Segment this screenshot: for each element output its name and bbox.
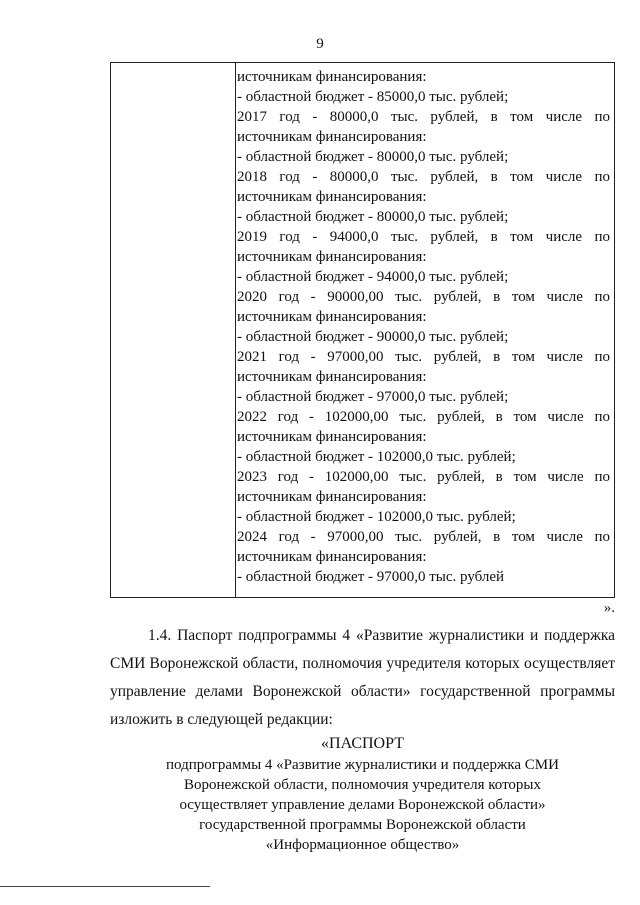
passport-title: «ПАСПОРТ xyxy=(321,735,404,752)
passport-line: Воронежской области, полномочия учредителя которых xyxy=(183,777,542,793)
table-line: - областной бюджет - 80000,0 тыс. рублей; xyxy=(237,209,509,225)
table-line: источникам финансирования: xyxy=(237,189,427,205)
table-line: - областной бюджет - 94000,0 тыс. рублей; xyxy=(237,269,509,285)
passport-line: государственной программы Воронежской области xyxy=(199,817,526,833)
table-line: - областной бюджет - 90000,0 тыс. рублей; xyxy=(237,329,509,345)
table-line: - областной бюджет - 80000,0 тыс. рублей; xyxy=(237,149,509,165)
table-line: 2024 год - 97000,00 тыс. рублей, в том числе по xyxy=(237,529,610,545)
paragraph-line: СМИ Воронежской области, полномочия учредителя которых осуществляет xyxy=(110,655,615,672)
table-line: источникам финансирования: xyxy=(237,369,427,385)
table-line: - областной бюджет - 85000,0 тыс. рублей; xyxy=(237,89,509,105)
table-right-cell xyxy=(237,67,610,587)
table-line: источникам финансирования: xyxy=(237,309,427,325)
table-line: 2018 год - 80000,0 тыс. рублей, в том числе по xyxy=(237,169,610,185)
passport-heading xyxy=(110,733,615,855)
table-line: 2019 год - 94000,0 тыс. рублей, в том числе по xyxy=(237,229,610,245)
table-line: 2023 год - 102000,00 тыс. рублей, в том числе по xyxy=(237,469,610,485)
paragraph-line: управление делами Воронежской области» государственной программы xyxy=(110,683,615,700)
table-line: 2021 год - 97000,00 тыс. рублей, в том числе по xyxy=(237,349,610,365)
table-line: 2022 год - 102000,00 тыс. рублей, в том числе по xyxy=(237,409,610,425)
table-line: источникам финансирования: xyxy=(237,249,427,265)
table-line: - областной бюджет - 102000,0 тыс. рублей; xyxy=(237,509,516,525)
passport-line: подпрограммы 4 «Развитие журналистики и поддержка СМИ xyxy=(166,757,559,773)
table-line: источникам финансирования: xyxy=(237,129,427,145)
passport-line: осуществляет управление делами Воронежской области» xyxy=(179,797,546,813)
page-number: 9 xyxy=(316,36,324,52)
table-line: - областной бюджет - 97000,0 тыс. рублей; xyxy=(237,389,509,405)
passport-line: «Информационное общество» xyxy=(265,837,460,853)
footer-rule xyxy=(0,886,210,887)
closing-quote: ». xyxy=(603,600,615,616)
funding-table xyxy=(110,62,615,598)
table-line: 2020 год - 90000,00 тыс. рублей, в том числе по xyxy=(237,289,610,305)
table-left-cell xyxy=(111,63,236,597)
table-line: источникам финансирования: xyxy=(237,69,427,85)
table-line: 2017 год - 80000,0 тыс. рублей, в том числе по xyxy=(237,109,610,125)
amendment-paragraph xyxy=(110,622,615,734)
paragraph-line: изложить в следующей редакции: xyxy=(110,711,333,728)
table-line: источникам финансирования: xyxy=(237,549,427,565)
paragraph-line: 1.4. Паспорт подпрограммы 4 «Развитие журналистики и поддержка xyxy=(148,627,615,644)
table-line: источникам финансирования: xyxy=(237,489,427,505)
table-line: - областной бюджет - 102000,0 тыс. рублей; xyxy=(237,449,516,465)
table-line: - областной бюджет - 97000,0 тыс. рублей xyxy=(237,569,505,585)
table-line: источникам финансирования: xyxy=(237,429,427,445)
